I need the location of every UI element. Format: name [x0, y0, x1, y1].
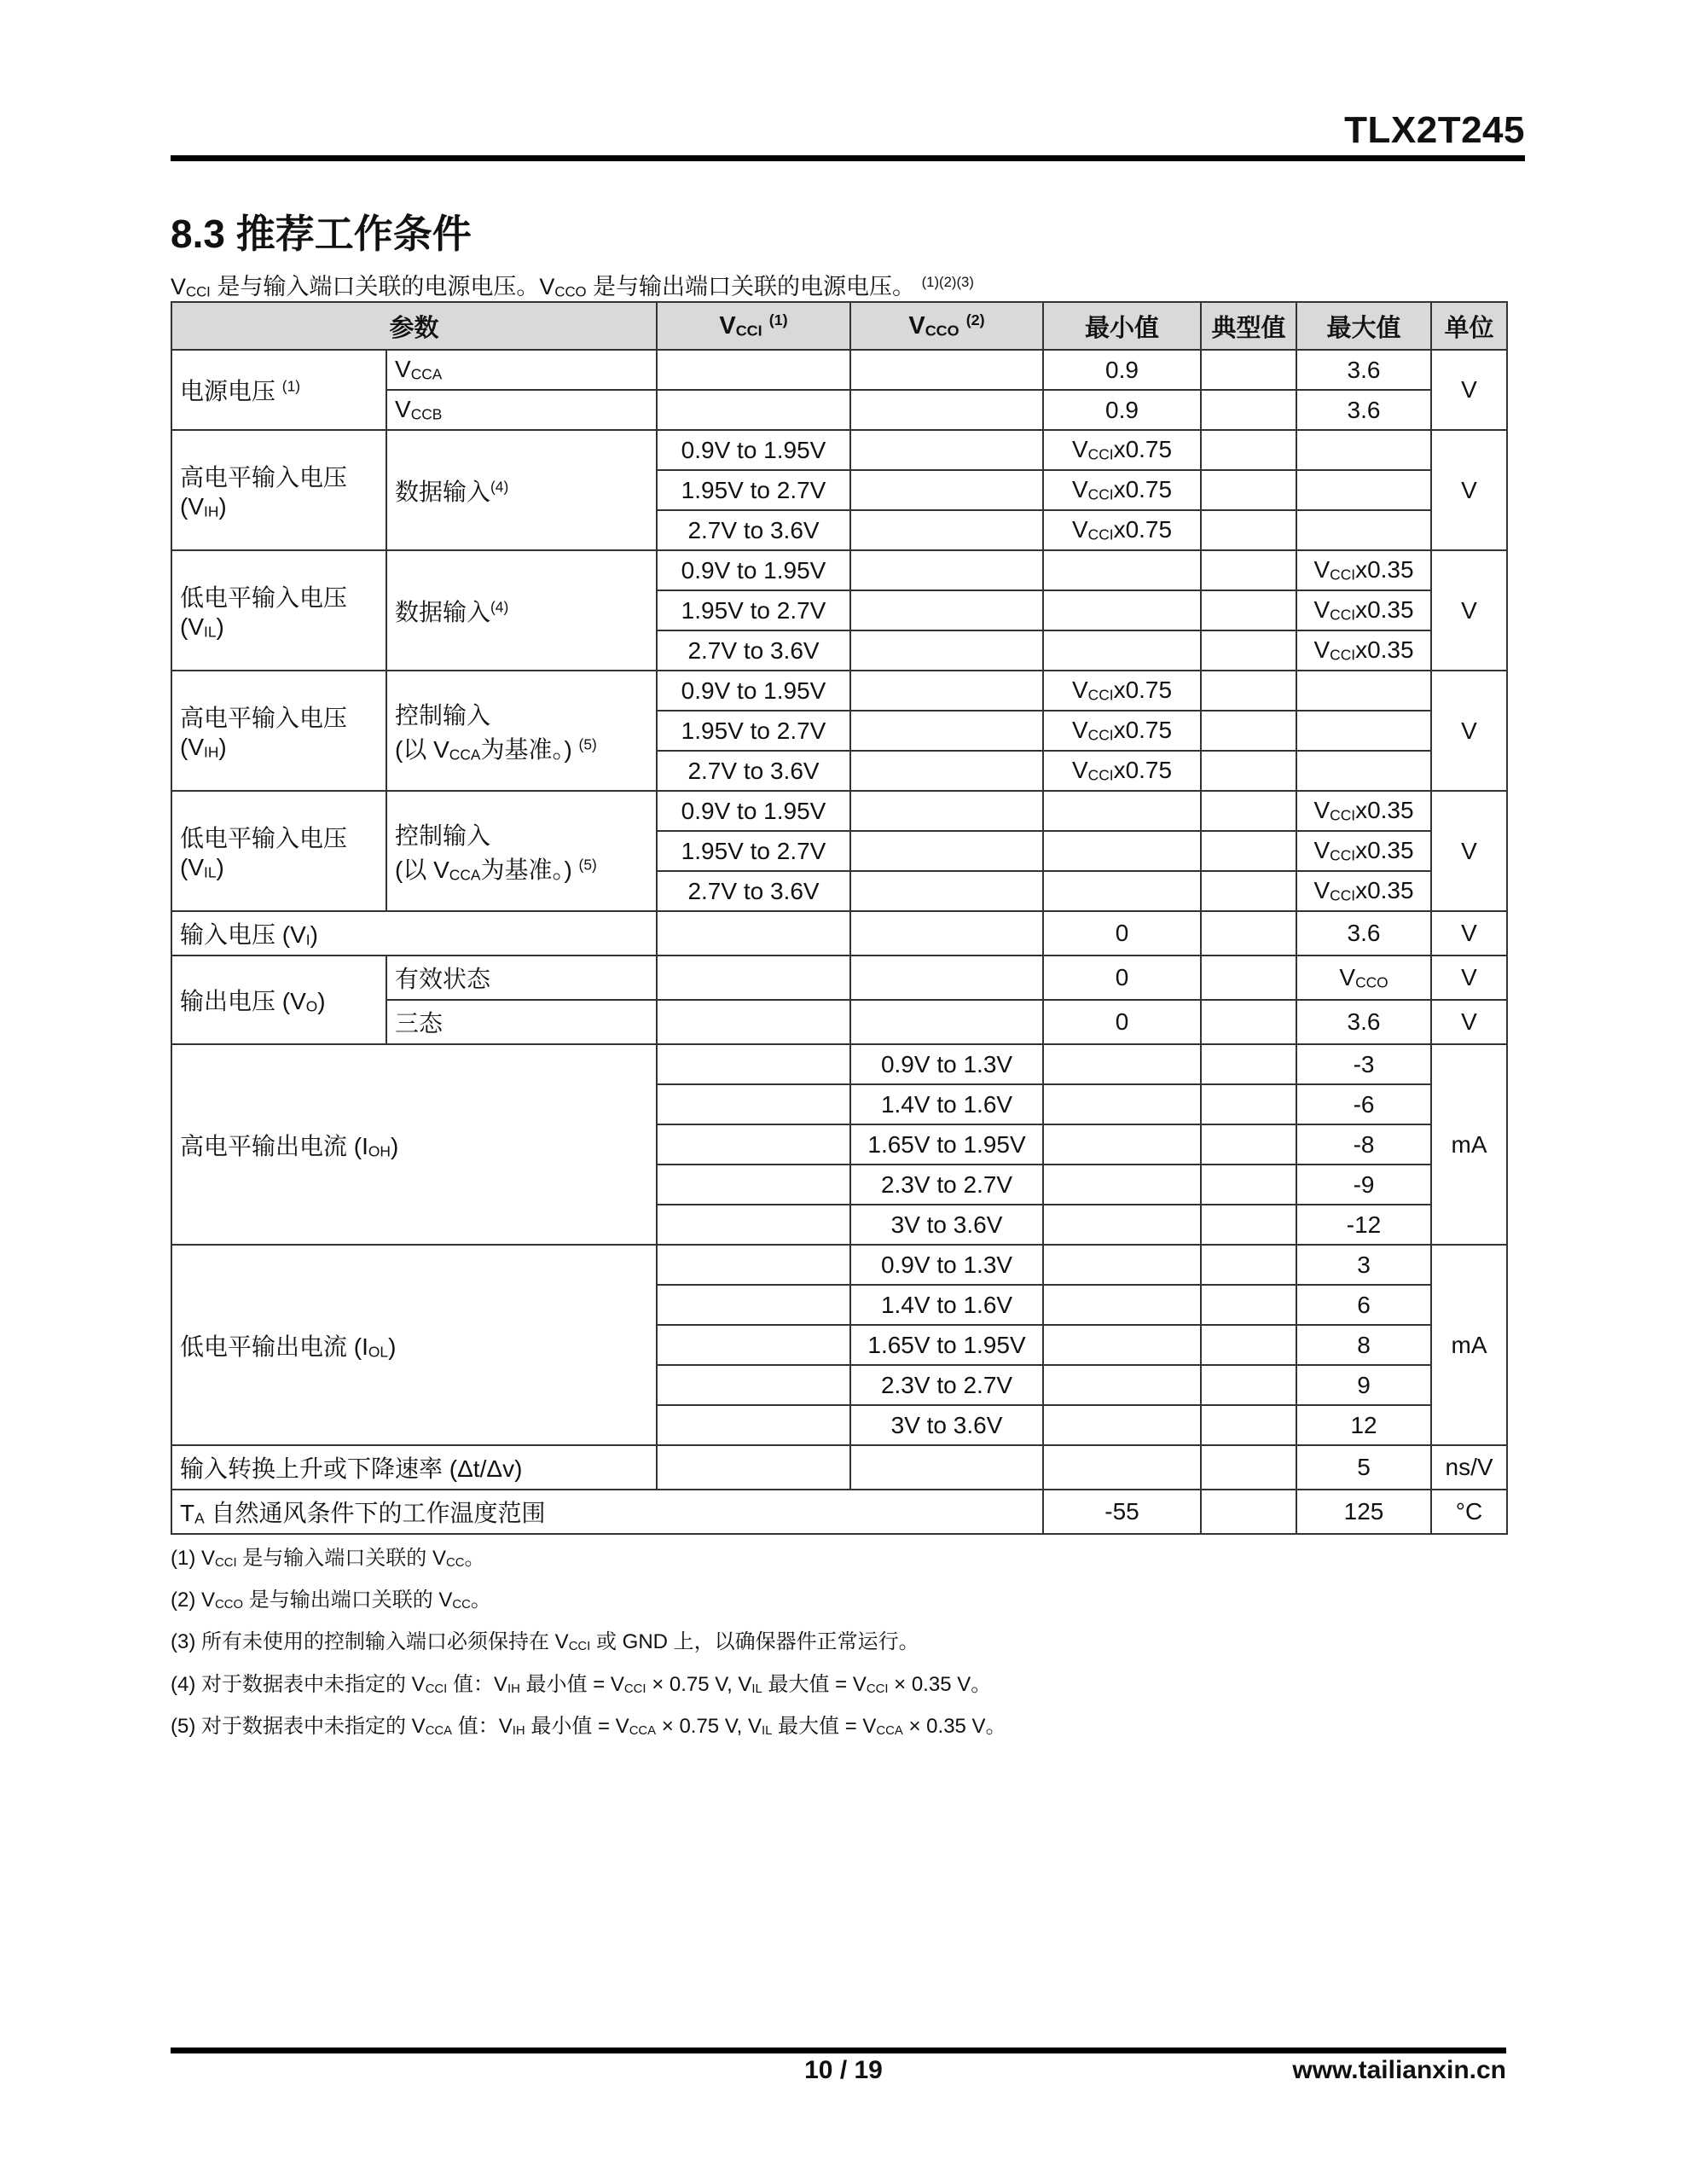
cond-control-input: 控制输入 (以 $V_{CCA}$为基准。) $^{(5)}$: [386, 671, 657, 791]
value-vcci: 0.9V to 1.95V: [657, 550, 850, 590]
value-min: 0: [1043, 911, 1201, 956]
value-max: -6: [1296, 1084, 1431, 1124]
value-max: 5: [1296, 1445, 1431, 1490]
footnote-3: (3) 所有未使用的控制输入端口必须保持在 $V_{CCI}$ 或 GND 上，以确保器件正常运行。: [171, 1630, 919, 1654]
value-vcci: 1.95V to 2.7V: [657, 831, 850, 871]
col-header-unit: 单位: [1431, 302, 1507, 350]
col-header-vcco: $V_{CCO}$ $^{(2)}$: [850, 302, 1043, 350]
value-max: $V_{CCI}x0.35$: [1296, 791, 1431, 831]
footer-rule: [171, 2048, 1506, 2053]
value-unit: V: [1431, 430, 1507, 550]
col-header-max: 最大值: [1296, 302, 1431, 350]
table-row: [171, 911, 1507, 956]
param-slew-rate: 输入转换上升或下降速率 (Δt/Δv): [171, 1445, 657, 1490]
page-number: 10 / 19: [804, 2056, 883, 2084]
value-min: $V_{CCI}x0.75$: [1043, 671, 1201, 711]
col-header-vcci: $V_{CCI}$ $^{(1)}$: [657, 302, 850, 350]
param-output-voltage: 输出电压 $(V_O)$: [171, 956, 386, 1044]
value-min: 0: [1043, 1000, 1201, 1044]
param-vil-data: 低电平输入电压 $(V_{IL})$: [171, 550, 386, 671]
table-header-row: [171, 302, 1507, 350]
table-row: [171, 791, 1507, 831]
value-max: $V_{CCI}x0.35$: [1296, 590, 1431, 630]
value-vcco: 2.3V to 2.7V: [850, 1365, 1043, 1405]
value-vcci: 1.95V to 2.7V: [657, 470, 850, 510]
param-vil-control: 低电平输入电压 $(V_{IL})$: [171, 791, 386, 911]
value-unit: V: [1431, 956, 1507, 1000]
value-unit: V: [1431, 671, 1507, 791]
table-row: [171, 956, 1507, 1000]
value-max: 8: [1296, 1325, 1431, 1365]
value-min: 0.9: [1043, 350, 1201, 390]
footnote-5: (5) 对于数据表中未指定的 $V_{CCA}$ 值：$V_{IH}$ 最小值 = $V_{CCA} \times 0.75$ V, $V_{IL}$ 最大值 = $V_{CCA} \times 0.35$ V。: [171, 1714, 1006, 1739]
header-rule: [171, 155, 1525, 161]
value-unit: V: [1431, 791, 1507, 911]
param-vih-control: 高电平输入电压 $(V_{IH})$: [171, 671, 386, 791]
col-header-min: 最小值: [1043, 302, 1201, 350]
value-min: 0.9: [1043, 390, 1201, 430]
cond-control-input: 控制输入 (以 $V_{CCA}$为基准。) $^{(5)}$: [386, 791, 657, 911]
value-vcci: 0.9V to 1.95V: [657, 671, 850, 711]
intro-footnote-refs: (1)(2)(3): [921, 273, 974, 290]
value-vcci: 1.95V to 2.7V: [657, 590, 850, 630]
value-max: -3: [1296, 1044, 1431, 1084]
table-row: [171, 1245, 1507, 1285]
table-row: [171, 1445, 1507, 1490]
cond-data-input: 数据输入$^{(4)}$: [386, 430, 657, 550]
section-title: 8.3 推荐工作条件: [171, 212, 472, 256]
website-link[interactable]: www.tailianxin.cn: [1292, 2056, 1506, 2084]
value-max: 6: [1296, 1285, 1431, 1325]
value-min: $V_{CCI}x0.75$: [1043, 751, 1201, 791]
footnote-4: (4) 对于数据表中未指定的 $V_{CCI}$ 值：$V_{IH}$ 最小值 = $V_{CCI} \times 0.75$ V, $V_{IL}$ 最大值 = $V_{CCI} \times 0.35$ V。: [171, 1672, 992, 1696]
param-ioh: 高电平输出电流 $(I_{OH})$: [171, 1044, 657, 1245]
value-vcco: 3V to 3.6V: [850, 1205, 1043, 1245]
value-max: 9: [1296, 1365, 1431, 1405]
value-max: 3.6: [1296, 911, 1431, 956]
cond-data-input: 数据输入$^{(4)}$: [386, 550, 657, 671]
value-vcci: 2.7V to 3.6V: [657, 751, 850, 791]
value-unit: V: [1431, 350, 1507, 430]
value-min: $V_{CCI}x0.75$: [1043, 430, 1201, 470]
value-max: 12: [1296, 1405, 1431, 1445]
value-max: 3.6: [1296, 390, 1431, 430]
cond-vcca: $V_{CCA}$: [386, 350, 657, 390]
table-row: [171, 550, 1507, 590]
value-max: -12: [1296, 1205, 1431, 1245]
value-max: 3.6: [1296, 1000, 1431, 1044]
table-row: [171, 430, 1507, 470]
part-number-header: TLX2T245: [1344, 109, 1525, 151]
recommended-operating-conditions-table: [171, 301, 1508, 1535]
value-vcci: 2.7V to 3.6V: [657, 510, 850, 550]
param-supply-voltage: 电源电压 $^{(1)}$: [171, 350, 386, 430]
param-input-voltage: 输入电压 $(V_I)$: [171, 911, 657, 956]
value-vcco: 0.9V to 1.3V: [850, 1044, 1043, 1084]
param-operating-temp: $T_A$ 自然通风条件下的工作温度范围: [171, 1490, 1043, 1534]
value-max: $V_{CCI}x0.35$: [1296, 831, 1431, 871]
footnote-2: (2) $V_{CCO}$ 是与输出端口关联的 $V_{CC}$。: [171, 1589, 491, 1612]
value-vcci: 1.95V to 2.7V: [657, 711, 850, 751]
value-max: $V_{CCI}x0.35$: [1296, 871, 1431, 911]
value-vcco: 2.3V to 2.7V: [850, 1165, 1043, 1205]
table-row: [171, 1490, 1507, 1534]
value-max: $V_{CCO}$: [1296, 956, 1431, 1000]
value-unit: V: [1431, 1000, 1507, 1044]
value-max: -9: [1296, 1165, 1431, 1205]
param-vih-data: 高电平输入电压 $(V_{IH})$: [171, 430, 386, 550]
value-unit: V: [1431, 911, 1507, 956]
param-iol: 低电平输出电流 $(I_{OL})$: [171, 1245, 657, 1445]
value-vcco: 1.65V to 1.95V: [850, 1124, 1043, 1165]
value-max: -8: [1296, 1124, 1431, 1165]
value-vcci: 0.9V to 1.95V: [657, 430, 850, 470]
value-vcci: 0.9V to 1.95V: [657, 791, 850, 831]
table-row: [171, 350, 1507, 390]
value-max: $V_{CCI}x0.35$: [1296, 550, 1431, 590]
value-vcco: 1.4V to 1.6V: [850, 1084, 1043, 1124]
value-min: $V_{CCI}x0.75$: [1043, 711, 1201, 751]
value-max: 3: [1296, 1245, 1431, 1285]
value-vcci: 2.7V to 3.6V: [657, 871, 850, 911]
value-unit: °C: [1431, 1490, 1507, 1534]
cond-active-state: 有效状态: [386, 956, 657, 1000]
value-vcco: 3V to 3.6V: [850, 1405, 1043, 1445]
cond-tristate: 三态: [386, 1000, 657, 1044]
value-unit: mA: [1431, 1245, 1507, 1445]
value-max: $V_{CCI}x0.35$: [1296, 630, 1431, 671]
footnote-1: (1) $V_{CCI}$ 是与输入端口关联的 $V_{CC}$。: [171, 1547, 485, 1571]
col-header-param: 参数: [171, 302, 657, 350]
value-vcco: 1.65V to 1.95V: [850, 1325, 1043, 1365]
cond-vccb: $V_{CCB}$: [386, 390, 657, 430]
value-unit: V: [1431, 550, 1507, 671]
value-min: 0: [1043, 956, 1201, 1000]
value-min: -55: [1043, 1490, 1201, 1534]
section-intro: $V_{CCI}$ 是与输入端口关联的电源电压。$V_{CCO}$ 是与输出端口关联的电源电压。 $^{(1)(2)(3)}$: [171, 273, 974, 300]
value-min: $V_{CCI}x0.75$: [1043, 470, 1201, 510]
table-row: [171, 671, 1507, 711]
value-min: $V_{CCI}x0.75$: [1043, 510, 1201, 550]
value-unit: ns/V: [1431, 1445, 1507, 1490]
value-vcco: 0.9V to 1.3V: [850, 1245, 1043, 1285]
value-max: 125: [1296, 1490, 1431, 1534]
value-unit: mA: [1431, 1044, 1507, 1245]
table-footnotes: [171, 1540, 1006, 1750]
col-header-typ: 典型值: [1201, 302, 1296, 350]
value-vcco: 1.4V to 1.6V: [850, 1285, 1043, 1325]
value-vcci: 2.7V to 3.6V: [657, 630, 850, 671]
value-max: 3.6: [1296, 350, 1431, 390]
table-row: [171, 1044, 1507, 1084]
